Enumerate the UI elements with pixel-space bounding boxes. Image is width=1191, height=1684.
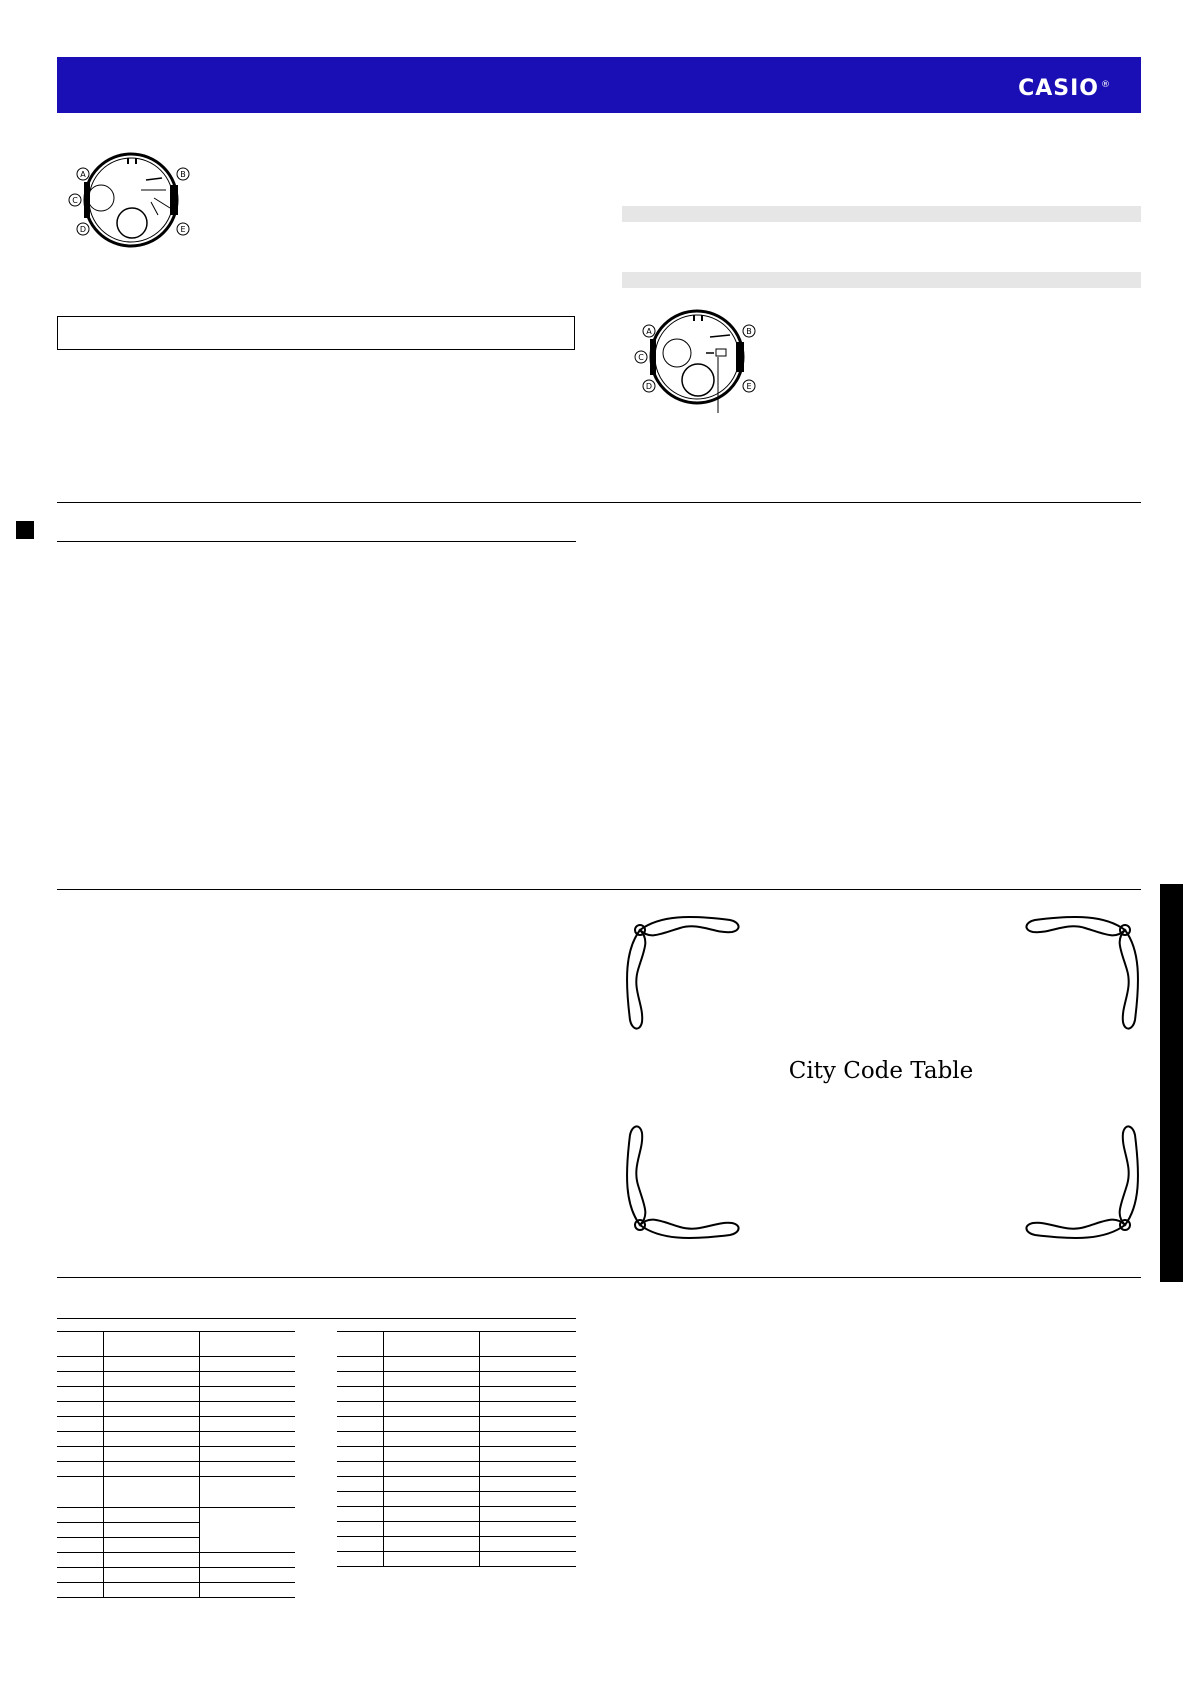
watch-illustration-2 [632, 307, 762, 422]
table-row [57, 1447, 295, 1462]
table-row [57, 1357, 295, 1372]
table-row [57, 1387, 295, 1402]
table-row [57, 1372, 295, 1387]
table-row [57, 1462, 295, 1477]
casio-logo: CASIO ® [1018, 76, 1111, 101]
table-row [337, 1477, 576, 1492]
section-divider-3 [57, 1277, 1141, 1278]
table-row [337, 1417, 576, 1432]
section-divider-1 [57, 502, 1141, 503]
flourish-top-right [1020, 910, 1145, 1035]
table-row [57, 1332, 295, 1357]
watch-label-c: C [72, 196, 78, 205]
table-row [337, 1522, 576, 1537]
table-row [337, 1357, 576, 1372]
watch2-label-a: A [646, 327, 652, 336]
table-row [57, 1508, 295, 1523]
table-row [337, 1332, 576, 1357]
table-row [337, 1507, 576, 1522]
table-row [337, 1432, 576, 1447]
watch-label-e: E [180, 225, 186, 234]
table-row [337, 1402, 576, 1417]
table-row [57, 1477, 295, 1508]
city-code-table-title: City Code Table [788, 1058, 974, 1084]
flourish-bottom-right [1020, 1120, 1145, 1245]
table-row [337, 1492, 576, 1507]
flourish-bottom-left [620, 1120, 745, 1245]
watch-label-b: B [180, 170, 186, 179]
section-marker-square [16, 521, 34, 539]
watch2-label-b: B [746, 327, 752, 336]
subsection-rule [57, 541, 576, 542]
watch-label-a: A [80, 170, 86, 179]
side-tab [1160, 884, 1183, 1282]
header-bar [57, 57, 1141, 113]
table-row [57, 1583, 295, 1598]
watch2-label-c: C [638, 353, 644, 362]
table-row [337, 1372, 576, 1387]
watch-label-d: D [79, 225, 87, 234]
section-divider-2 [57, 889, 1141, 890]
table-row [337, 1447, 576, 1462]
table-row [57, 1568, 295, 1583]
table-row [57, 1432, 295, 1447]
table-row [337, 1462, 576, 1477]
boxed-note [57, 316, 575, 350]
table-row [337, 1537, 576, 1552]
watch-illustration-1 [66, 150, 196, 250]
table-row [337, 1552, 576, 1567]
grey-heading-band-2 [622, 272, 1141, 288]
table-row [57, 1402, 295, 1417]
flourish-top-left [620, 910, 745, 1035]
table-row [57, 1553, 295, 1568]
watch2-label-d: D [645, 382, 653, 391]
watch2-label-e: E [746, 382, 752, 391]
city-table-right [337, 1331, 576, 1567]
grey-heading-band-1 [622, 206, 1141, 222]
city-table-left [57, 1331, 295, 1598]
table-top-rule [57, 1318, 576, 1319]
table-row [337, 1387, 576, 1402]
table-row [57, 1417, 295, 1432]
